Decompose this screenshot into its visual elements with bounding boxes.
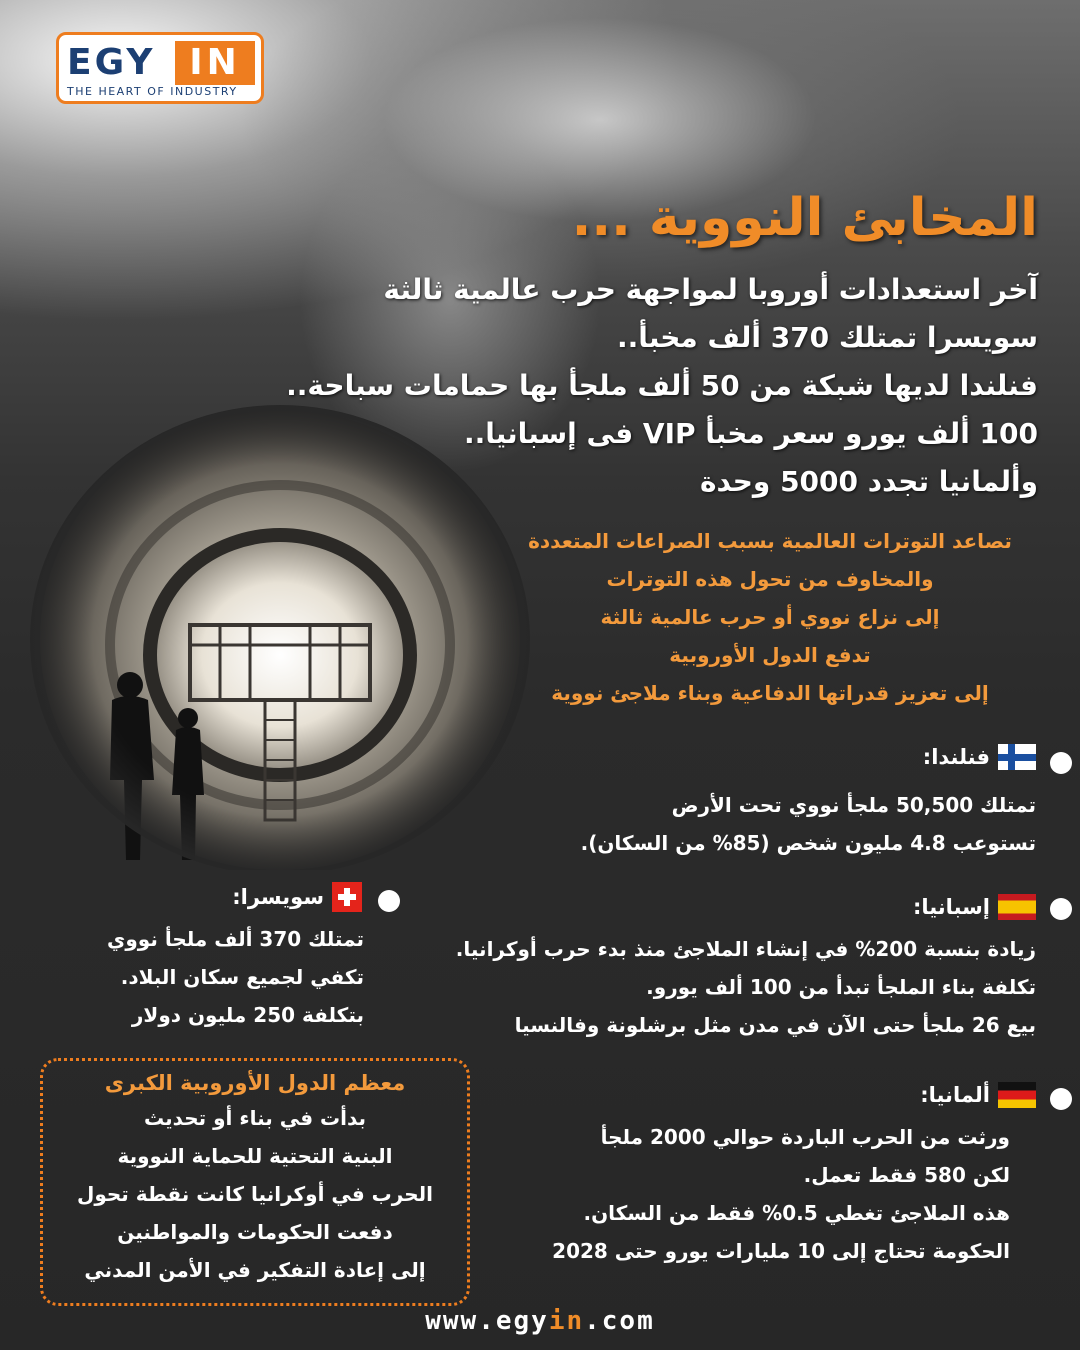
germany-line: لكن 580 فقط تعمل. (803, 1163, 1010, 1187)
intro-paragraph (490, 522, 1050, 712)
page-title: المخابئ النووية ... (571, 188, 1038, 248)
spain-line: زيادة بنسبة 200% في إنشاء الملاجئ منذ بدء حرب أوكرانيا. (455, 937, 1036, 961)
url-highlight: in (548, 1306, 585, 1336)
europe-summary-box (40, 1058, 470, 1306)
germany-flag-icon (998, 1082, 1036, 1108)
germany-title: ألمانيا: (920, 1083, 990, 1107)
europe-box-title: معظم الدول الأوروبية الكبرى (104, 1071, 406, 1095)
logo-in-text: IN (175, 41, 255, 85)
europe-box-line: دفعت الحكومات والمواطنين (117, 1220, 393, 1244)
intro-line: إلى نزاع نووي أو حرب عالمية ثالثة (600, 605, 940, 629)
finland-details (581, 786, 1036, 862)
headline-item: آخر استعدادات أوروبا لمواجهة حرب عالمية ثالثة (383, 273, 1038, 306)
switzerland-details (107, 920, 364, 1034)
spain-title: إسبانيا: (912, 895, 990, 919)
logo-tagline: THE HEART OF INDUSTRY (67, 85, 238, 98)
spain-line: بيع 26 ملجأ حتى الآن في مدن مثل برشلونة وفالنسيا (514, 1013, 1036, 1037)
germany-heading (920, 1082, 1036, 1108)
url-prefix: www.egy (425, 1306, 549, 1336)
finland-heading (923, 744, 1036, 770)
germany-details (552, 1118, 1010, 1270)
intro-line: تصاعد التوترات العالمية بسبب الصراعات المتعددة (528, 529, 1012, 553)
switzerland-bullet-icon (378, 890, 400, 912)
headline-item: فنلندا لديها شبكة من 50 ألف ملجأ بها حمامات سباحة.. (286, 369, 1038, 402)
switzerland-flag-icon (332, 882, 362, 912)
spain-flag-icon (998, 894, 1036, 920)
germany-bullet-icon (1050, 1088, 1072, 1110)
germany-line: ورثت من الحرب الباردة حوالي 2000 ملجأ (600, 1125, 1010, 1149)
intro-line: إلى تعزيز قدراتها الدفاعية وبناء ملاجئ نووية (551, 681, 989, 705)
spain-heading (913, 894, 1036, 920)
egyin-logo[interactable] (56, 32, 264, 104)
headline-item: 100 ألف يورو سعر مخبأ VIP فى إسبانيا.. (463, 417, 1038, 450)
finland-line: تمتلك 50,500 ملجأ نووي تحت الأرض (671, 793, 1036, 817)
germany-line: الحكومة تحتاج إلى 10 مليارات يورو حتى 2028 (552, 1239, 1010, 1263)
finland-title: فنلندا: (922, 745, 990, 769)
switzerland-line: تمتلك 370 ألف ملجأ نووي (107, 927, 364, 951)
europe-box-line: البنية التحتية للحماية النووية (117, 1144, 393, 1168)
europe-box-line: إلى إعادة التفكير في الأمن المدني (84, 1258, 426, 1282)
spain-line: تكلفة بناء الملجأ تبدأ من 100 ألف يورو. (646, 975, 1036, 999)
switzerland-heading (232, 882, 362, 912)
europe-box-line: الحرب في أوكرانيا كانت نقطة تحول (76, 1182, 433, 1206)
switzerland-title: سويسرا: (232, 885, 324, 909)
finland-line: تستوعب 4.8 مليون شخص (85% من السكان). (580, 831, 1036, 855)
bunker-tunnel-image (30, 400, 530, 870)
switzerland-line: بتكلفة 250 مليون دولار (131, 1003, 364, 1027)
finland-flag-icon (998, 744, 1036, 770)
finland-bullet-icon (1050, 752, 1072, 774)
switzerland-line: تكفي لجميع سكان البلاد. (120, 965, 364, 989)
logo-egy-text: EGY (67, 42, 156, 83)
germany-line: هذه الملاجئ تغطي 0.5% فقط من السكان. (583, 1201, 1010, 1225)
intro-line: تدفع الدول الأوروبية (669, 643, 871, 667)
europe-box-line: بدأت في بناء أو تحديث (143, 1106, 367, 1130)
spain-details (456, 930, 1036, 1044)
intro-line: والمخاوف من تحول هذه التوترات (606, 567, 934, 591)
headline-item: سويسرا تمتلك 370 ألف مخبأ.. (617, 321, 1038, 354)
url-suffix: .com (584, 1306, 655, 1336)
headline-item: وألمانيا تجدد 5000 وحدة (700, 465, 1038, 498)
spain-bullet-icon (1050, 898, 1072, 920)
website-link[interactable] (0, 1306, 1080, 1336)
